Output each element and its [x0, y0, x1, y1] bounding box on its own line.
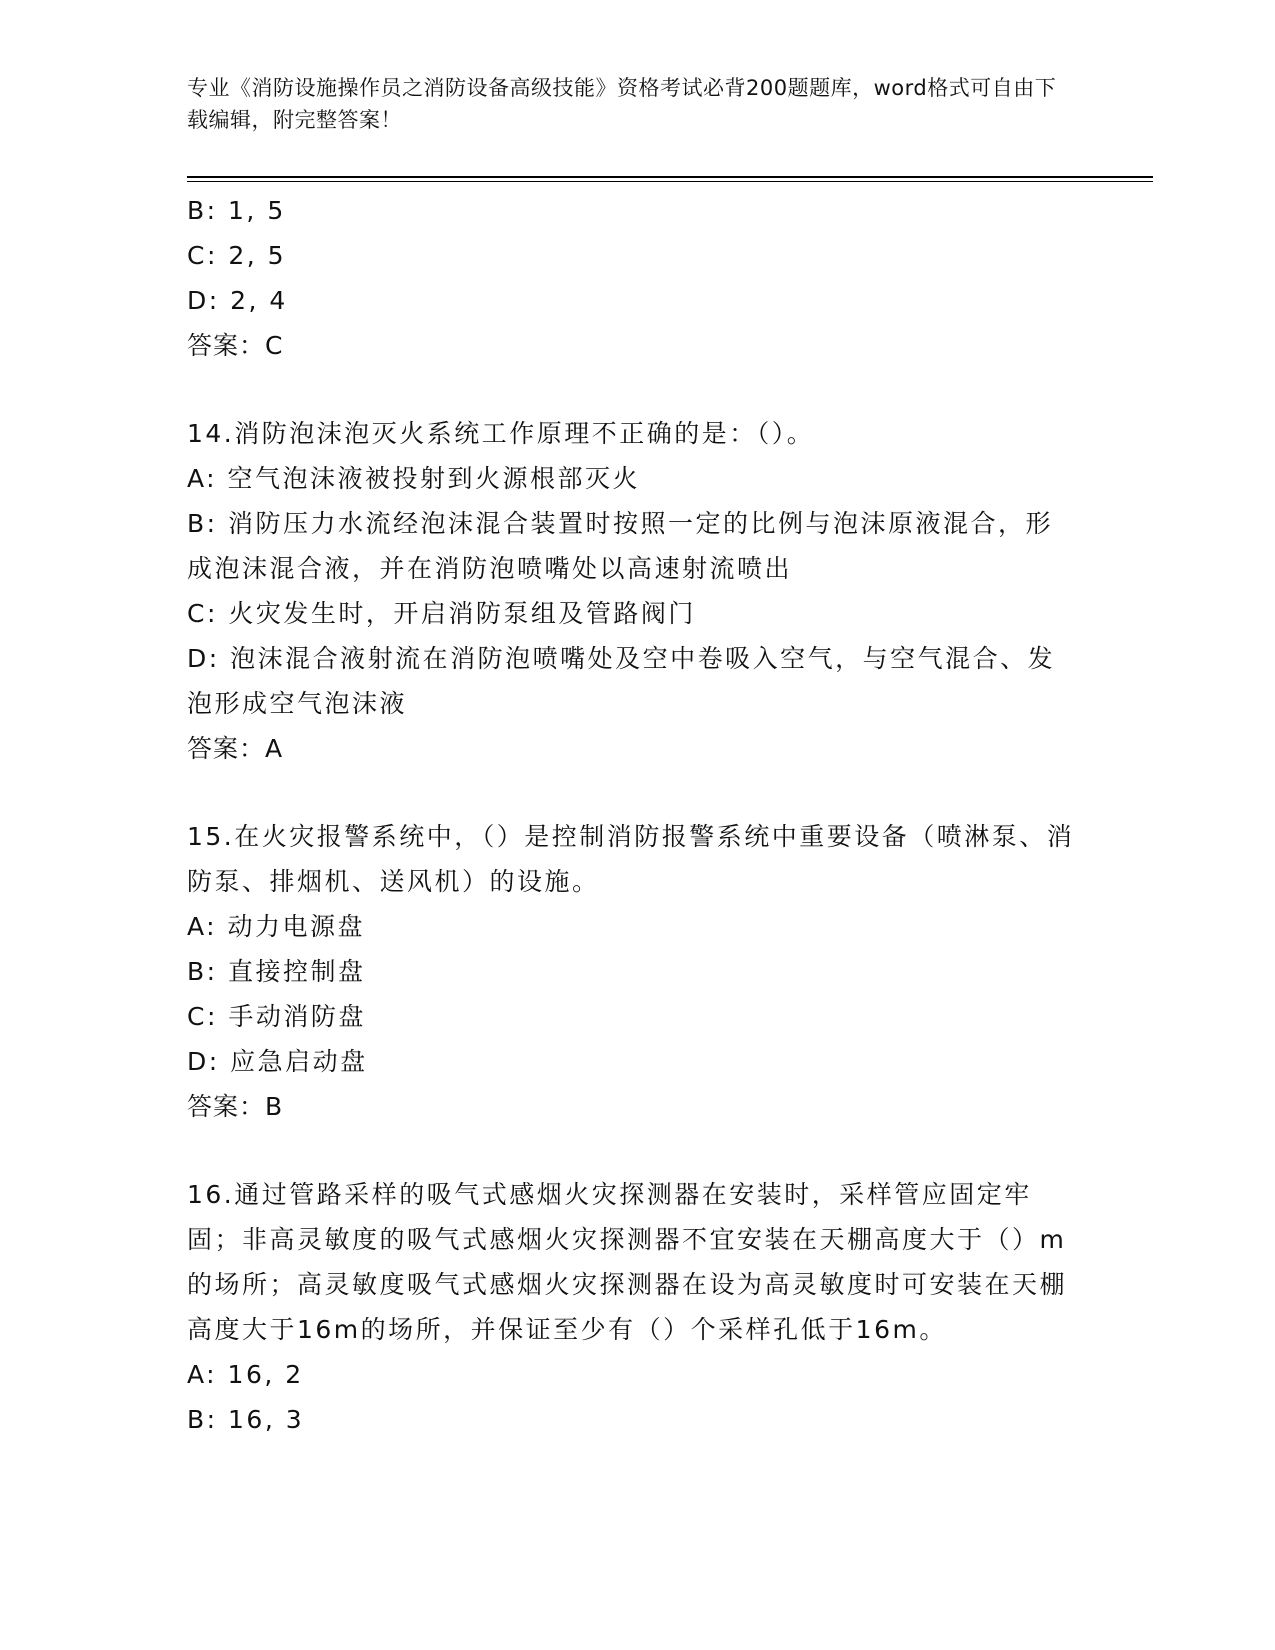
option-c: C: 手动消防盘 — [187, 1002, 366, 1031]
header-title: 专业《消防设施操作员之消防设备高级技能》资格考试必背200题题库，word格式可自由下载编辑，附完整答案！ — [187, 76, 1057, 132]
question-13-tail — [187, 188, 1087, 368]
question-stem: 16.通过管路采样的吸气式感烟火灾探测器在安装时，采样管应固定牢固；非高灵敏度的吸气式感烟火灾探测器不宜安装在天棚高度大于（）m的场所；高灵敏度吸气式感烟火灾探测器在设为高灵敏度时可安装在天棚高度大于16m的场所，并保证至少有（）个采样孔低于16m。 — [187, 1180, 1068, 1344]
option-d: D: 泡沫混合液射流在消防泡喷嘴处及空中卷吸入空气，与空气混合、发泡形成空气泡沫液 — [187, 644, 1056, 718]
question-14 — [187, 411, 1087, 771]
header-divider-thin — [187, 181, 1153, 182]
option-c: C: 火灾发生时，开启消防泵组及管路阀门 — [187, 599, 696, 628]
option-a: A: 空气泡沫液被投射到火源根部灭火 — [187, 464, 641, 493]
question-16 — [187, 1172, 1087, 1442]
option-b: B: 16, 3 — [187, 1405, 305, 1434]
question-stem: 14.消防泡沫泡灭火系统工作原理不正确的是：（）。 — [187, 419, 815, 448]
option-b: B: 消防压力水流经泡沫混合装置时按照一定的比例与泡沫原液混合，形成泡沫混合液，并在消防泡喷嘴处以高速射流喷出 — [187, 509, 1054, 583]
header-divider — [187, 176, 1153, 178]
option-b: B: 1, 5 — [187, 196, 286, 225]
answer: 答案：C — [187, 331, 284, 360]
document-body — [187, 188, 1087, 1442]
question-stem: 15.在火灾报警系统中，（）是控制消防报警系统中重要设备（喷淋泵、消防泵、排烟机、送风机）的设施。 — [187, 822, 1075, 896]
option-d: D: 2, 4 — [187, 286, 288, 315]
option-d: D: 应急启动盘 — [187, 1047, 368, 1076]
question-15 — [187, 814, 1087, 1129]
option-b: B: 直接控制盘 — [187, 957, 366, 986]
option-a: A: 16, 2 — [187, 1360, 304, 1389]
option-a: A: 动力电源盘 — [187, 912, 366, 941]
answer: 答案：A — [187, 734, 284, 763]
answer: 答案：B — [187, 1092, 284, 1121]
option-c: C: 2, 5 — [187, 241, 287, 270]
document-header — [187, 72, 1067, 136]
